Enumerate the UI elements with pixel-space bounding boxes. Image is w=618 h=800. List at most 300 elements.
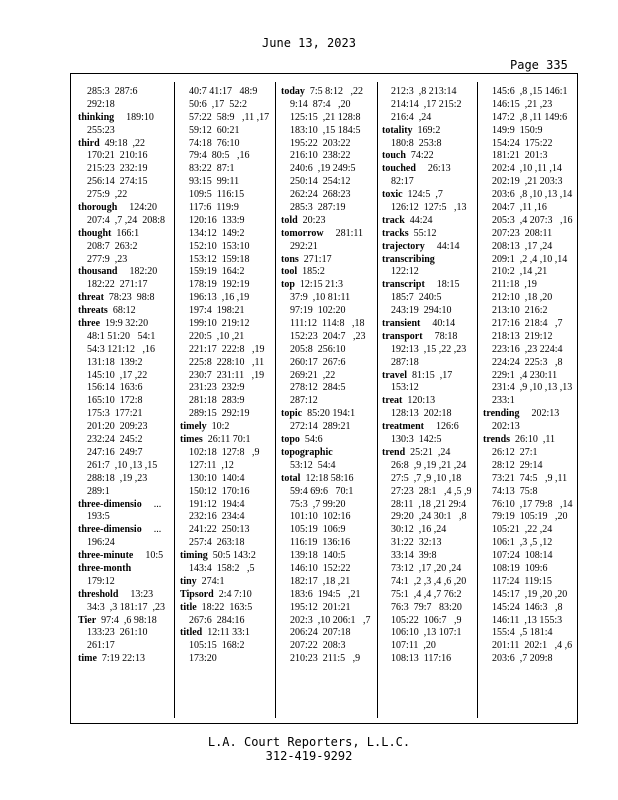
index-continuation [483, 318, 576, 331]
index-references: 216:4 ,24 [391, 111, 432, 123]
index-continuation [483, 537, 576, 550]
index-references: 44:24 [409, 214, 433, 226]
index-references: 201:11 202:1 ,4 ,6 [492, 640, 573, 652]
index-continuation [78, 447, 172, 460]
index-continuation [78, 537, 172, 550]
index-references: 155:4 ,5 181:4 [492, 627, 553, 639]
index-references: 108:19 109:6 [492, 562, 548, 574]
index-entry [281, 266, 375, 279]
index-continuation [382, 550, 475, 563]
index-continuation [78, 241, 172, 254]
index-references: 185:2 [302, 266, 325, 278]
index-references: 211:18 ,19 [492, 279, 537, 291]
index-continuation [483, 524, 576, 537]
index-continuation [78, 357, 172, 370]
index-references: 215:23 232:19 [87, 163, 148, 175]
index-continuation [78, 627, 172, 640]
index-continuation [180, 99, 273, 112]
index-continuation [281, 189, 375, 202]
index-references: 229:1 ,4 230:11 [492, 369, 558, 381]
index-continuation [483, 228, 576, 241]
index-continuation [483, 86, 576, 99]
index-term: threats [78, 305, 108, 317]
index-continuation [382, 615, 475, 628]
index-references: 26:11 70:1 [207, 434, 251, 446]
index-references: 195:22 203:22 [290, 137, 351, 149]
index-term: trends [483, 434, 511, 446]
index-references: 73:21 74:5 ,9 ,11 [492, 472, 568, 484]
index-references: 54:6 [304, 434, 323, 446]
index-continuation [180, 266, 273, 279]
index-continuation [78, 254, 172, 267]
index-references: 105:21 ,22 ,24 [492, 524, 553, 536]
index-references: 74:22 [410, 150, 434, 162]
index-references: 182:17 ,18 ,21 [290, 575, 351, 587]
index-term: transient [382, 318, 421, 330]
index-continuation [483, 305, 576, 318]
index-references: 181:21 201:3 [492, 150, 548, 162]
index-entry [180, 602, 273, 615]
index-term: threat [78, 292, 104, 304]
index-entry [180, 627, 273, 640]
index-continuation [281, 163, 375, 176]
index-references: 152:10 153:10 [189, 240, 250, 252]
index-continuation [281, 615, 375, 628]
index-continuation [180, 537, 273, 550]
index-references: 33:14 39:8 [391, 550, 437, 562]
index-references: 105:19 106:9 [290, 524, 346, 536]
index-references: 76:3 79:7 83:20 [391, 601, 462, 613]
index-continuation [483, 241, 576, 254]
index-references: 216:10 238:22 [290, 150, 351, 162]
index-entry [382, 163, 475, 176]
index-references: 12:15 21:3 [299, 279, 343, 291]
index-references: 79:19 105:19 ,20 [492, 511, 568, 523]
index-continuation [281, 241, 375, 254]
index-continuation [281, 499, 375, 512]
index-continuation [483, 279, 576, 292]
index-continuation [382, 576, 475, 589]
transcript-date: June 13, 2023 [262, 36, 356, 50]
index-entry [382, 189, 475, 202]
index-references: 197:4 198:21 [189, 305, 245, 317]
index-continuation [78, 576, 172, 589]
index-references: 221:17 222:8 ,19 [189, 343, 265, 355]
index-references: 232:24 245:2 [87, 434, 143, 446]
index-term: treatment [382, 421, 425, 433]
index-references: 182:22 271:17 [87, 279, 148, 291]
index-entry [281, 228, 375, 241]
court-reporter-name: L.A. Court Reporters, L.L.C. [207, 735, 411, 749]
index-continuation [382, 589, 475, 602]
index-references: 170:21 210:16 [87, 150, 148, 162]
index-references: 271:17 [303, 253, 332, 265]
index-continuation [382, 292, 475, 305]
index-references: 243:19 294:10 [391, 305, 452, 317]
index-continuation [382, 266, 475, 279]
index-references: 105:22 106:7 ,9 [391, 614, 462, 626]
index-continuation [483, 292, 576, 305]
index-references: 288:18 ,19 ,23 [87, 472, 148, 484]
index-continuation [78, 408, 172, 421]
index-references: 205:8 256:10 [290, 343, 346, 355]
index-term: threshold [78, 588, 119, 600]
index-continuation [180, 279, 273, 292]
index-term: tons [281, 253, 299, 265]
index-term: transcript [382, 279, 425, 291]
index-entry [281, 279, 375, 292]
index-entry [78, 202, 172, 215]
index-continuation [483, 112, 576, 125]
index-continuation [483, 615, 576, 628]
index-continuation [382, 653, 475, 666]
index-continuation [281, 202, 375, 215]
index-term: thousand [78, 266, 118, 278]
index-term: touched [382, 163, 416, 175]
page-number: Page 335 [510, 58, 568, 72]
index-entry [78, 138, 172, 151]
index-references: 255:23 [87, 124, 115, 136]
index-continuation [281, 421, 375, 434]
index-references: 146:10 152:22 [290, 562, 351, 574]
index-continuation [180, 163, 273, 176]
index-references: 130:10 140:4 [189, 472, 245, 484]
index-references: 26:13 [427, 163, 451, 175]
index-entry [281, 447, 375, 460]
index-continuation [180, 112, 273, 125]
index-references: 202:3 ,10 206:1 ,7 [290, 614, 371, 626]
index-references: 108:13 117:16 [391, 653, 452, 665]
index-continuation [281, 563, 375, 576]
index-references: 209:1 ,2 ,4 ,10 ,14 [492, 253, 568, 265]
index-references: 262:24 268:23 [290, 189, 351, 201]
index-references: 232:16 234:4 [189, 511, 245, 523]
index-references: 133:23 261:10 [87, 627, 148, 639]
index-references: 213:10 216:2 [492, 305, 548, 317]
index-references: 208:7 263:2 [87, 240, 138, 252]
index-continuation [382, 602, 475, 615]
index-continuation [483, 125, 576, 138]
index-term: told [281, 214, 298, 226]
index-continuation [180, 460, 273, 473]
index-references: 31:22 32:13 [391, 537, 442, 549]
index-continuation [180, 499, 273, 512]
index-references: 102:18 127:8 ,9 [189, 446, 260, 458]
index-continuation [382, 176, 475, 189]
index-references: 10:2 [211, 421, 230, 433]
index-references: 50:6 ,17 52:2 [189, 98, 248, 110]
index-continuation [180, 305, 273, 318]
index-references: 146:15 ,21 ,23 [492, 98, 553, 110]
index-references: 78:23 98:8 [108, 292, 155, 304]
index-continuation [180, 344, 273, 357]
index-term: titled [180, 627, 203, 639]
index-continuation [281, 125, 375, 138]
index-references: 145:6 ,8 ,15 146:1 [492, 86, 568, 97]
index-continuation [180, 395, 273, 408]
index-continuation [281, 318, 375, 331]
index-references: 182:20 [129, 266, 158, 278]
index-references: 289:1 [87, 485, 110, 497]
index-references: 153:12 [391, 382, 419, 394]
index-continuation [78, 370, 172, 383]
index-continuation [483, 150, 576, 163]
index-references: 146:11 ,13 155:3 [492, 614, 563, 626]
index-entry [78, 589, 172, 602]
index-entry [281, 215, 375, 228]
index-references: 214:14 ,17 215:2 [391, 98, 462, 110]
index-continuation [78, 382, 172, 395]
index-references: 210:2 ,14 ,21 [492, 266, 548, 278]
index-references: 134:12 149:2 [189, 227, 245, 239]
index-continuation [483, 163, 576, 176]
index-references: 203:6 ,7 209:8 [492, 653, 553, 665]
index-continuation [382, 99, 475, 112]
index-continuation [281, 331, 375, 344]
index-references: 27:5 ,7 ,9 ,10 ,18 [391, 472, 462, 484]
court-reporter-phone: 312-419-9292 [265, 749, 353, 763]
index-continuation [180, 357, 273, 370]
index-continuation [281, 176, 375, 189]
index-references: 267:6 284:16 [189, 614, 245, 626]
index-references: 73:12 ,17 ,20 ,24 [391, 562, 462, 574]
index-entry [382, 331, 475, 344]
index-continuation [281, 112, 375, 125]
index-references: 117:24 119:15 [492, 575, 552, 587]
index-references: 261:17 [87, 640, 115, 652]
index-references: 93:15 99:11 [189, 176, 240, 188]
index-entry [382, 241, 475, 254]
index-continuation [281, 550, 375, 563]
index-references: 180:8 253:8 [391, 137, 442, 149]
index-entry [78, 653, 172, 666]
index-term: top [281, 279, 295, 291]
index-continuation [483, 486, 576, 499]
index-references: 75:1 ,4 ,4 ,7 76:2 [391, 588, 462, 600]
index-references: 203:6 ,8 ,10 ,13 ,14 [492, 189, 573, 201]
index-term: third [78, 137, 100, 149]
index-continuation [483, 138, 576, 151]
index-term: times [180, 434, 203, 446]
index-continuation [483, 627, 576, 640]
index-references: 19:9 32:20 [105, 318, 149, 330]
index-entry [78, 563, 172, 576]
index-references: 150:12 170:16 [189, 485, 250, 497]
index-continuation [281, 576, 375, 589]
index-references: 199:10 219:12 [189, 318, 250, 330]
index-continuation [483, 215, 576, 228]
index-continuation [281, 653, 375, 666]
index-continuation [78, 602, 172, 615]
column-divider [174, 82, 175, 718]
index-continuation [483, 99, 576, 112]
index-references: 111:12 114:8 ,18 [290, 318, 365, 330]
index-references: 256:14 274:15 [87, 176, 148, 188]
index-references: 247:16 249:7 [87, 446, 143, 458]
index-references: 25:21 ,24 [410, 446, 451, 458]
index-continuation [382, 112, 475, 125]
index-continuation [78, 331, 172, 344]
index-term: timing [180, 550, 208, 562]
index-continuation [78, 189, 172, 202]
index-entry [78, 615, 172, 628]
index-references: 189:10 [126, 111, 154, 123]
index-entry [180, 550, 273, 563]
index-references: 101:10 102:16 [290, 511, 351, 523]
index-column-3 [281, 86, 375, 716]
index-entry [382, 318, 475, 331]
index-term: Tier [78, 614, 97, 626]
index-term: today [281, 86, 305, 97]
index-references: 34:3 ,3 181:17 ,23 [87, 601, 166, 613]
index-references: 231:23 232:9 [189, 382, 245, 394]
index-continuation [180, 653, 273, 666]
index-term: topic [281, 408, 303, 420]
index-references: 37:9 ,10 81:11 [290, 292, 351, 304]
index-continuation [78, 150, 172, 163]
index-continuation [180, 563, 273, 576]
index-references: 210:23 211:5 ,9 [290, 653, 361, 665]
index-entry [78, 292, 172, 305]
index-continuation [382, 460, 475, 473]
index-continuation [281, 99, 375, 112]
index-references: 26:10 ,11 [515, 434, 555, 446]
index-continuation [78, 486, 172, 499]
index-references: 192:13 ,15 ,22 ,23 [391, 343, 467, 355]
index-continuation [483, 395, 576, 408]
index-entry [78, 550, 172, 563]
index-entry [180, 421, 273, 434]
index-references: 145:24 146:3 ,8 [492, 601, 563, 613]
index-references: 191:12 194:4 [189, 498, 245, 510]
index-references: 44:14 [436, 240, 460, 252]
index-entry [180, 576, 273, 589]
index-continuation [382, 86, 475, 99]
index-continuation [483, 460, 576, 473]
index-continuation [78, 421, 172, 434]
index-continuation [483, 640, 576, 653]
index-references: 53:12 54:4 [290, 459, 336, 471]
index-references: 126:6 [436, 421, 459, 433]
index-continuation [483, 176, 576, 189]
index-continuation [281, 589, 375, 602]
index-references: 13:23 [130, 588, 154, 600]
index-continuation [281, 511, 375, 524]
index-continuation [180, 473, 273, 486]
index-continuation [281, 395, 375, 408]
index-references: 97:19 102:20 [290, 305, 346, 317]
index-references: 7:19 22:13 [101, 653, 145, 665]
index-references: 281:11 [335, 227, 363, 239]
index-references: 55:12 [413, 227, 437, 239]
column-divider [377, 82, 378, 718]
index-references: 105:15 168:2 [189, 640, 245, 652]
index-continuation [78, 99, 172, 112]
index-references: 147:2 ,8 ,11 149:6 [492, 111, 568, 123]
index-entry [78, 524, 172, 537]
index-continuation [78, 473, 172, 486]
index-entry [382, 228, 475, 241]
index-references: 233:1 [492, 395, 515, 407]
index-references: 250:14 254:12 [290, 176, 351, 188]
index-continuation [180, 486, 273, 499]
index-continuation [483, 589, 576, 602]
index-references: 257:4 263:18 [189, 537, 245, 549]
index-continuation [382, 486, 475, 499]
index-column-1 [78, 86, 172, 716]
index-references: 12:18 58:16 [305, 472, 354, 484]
index-references: 125:15 ,21 128:8 [290, 111, 361, 123]
index-references: 207:23 208:11 [492, 227, 553, 239]
index-continuation [180, 318, 273, 331]
index-continuation [483, 602, 576, 615]
index-references: 202:13 [492, 421, 520, 433]
index-continuation [483, 511, 576, 524]
index-references: 178:19 192:19 [189, 279, 250, 291]
index-references: 202:4 ,10 ,11 ,14 [492, 163, 562, 175]
index-continuation [483, 202, 576, 215]
index-references: 26:8 ,9 ,19 ,21 ,24 [391, 459, 467, 471]
index-references: 183:10 ,15 184:5 [290, 124, 361, 136]
index-references: 75:3 ,7 99:20 [290, 498, 346, 510]
index-references: 175:3 177:21 [87, 408, 143, 420]
index-references: 277:9 ,23 [87, 253, 128, 265]
index-references: 285:3 287:19 [290, 202, 346, 214]
index-continuation [483, 331, 576, 344]
index-references: 81:15 ,17 [412, 369, 453, 381]
index-references: 49:18 ,22 [104, 137, 145, 149]
index-continuation [382, 138, 475, 151]
index-references: 204:7 ,11 ,16 [492, 202, 547, 214]
index-term: three-month [78, 562, 132, 574]
index-references: 143:4 158:2 ,5 [189, 562, 255, 574]
index-references: 285:3 287:6 [87, 86, 138, 97]
index-references: 281:18 283:9 [189, 395, 245, 407]
index-references: 128:13 202:18 [391, 408, 452, 420]
index-references: 208:13 ,17 ,24 [492, 240, 553, 252]
index-references: 120:16 133:9 [189, 214, 245, 226]
index-continuation [483, 653, 576, 666]
index-references: 126:12 127:5 ,13 [391, 202, 467, 214]
index-entry [382, 395, 475, 408]
index-term: three-dimensio [78, 498, 142, 510]
index-term: tracks [382, 227, 409, 239]
index-continuation [382, 357, 475, 370]
index-references: 74:18 76:10 [189, 137, 240, 149]
index-references: 9:14 87:4 ,20 [290, 98, 351, 110]
index-term: trending [483, 408, 520, 420]
index-continuation [281, 382, 375, 395]
index-continuation [180, 382, 273, 395]
index-references: 131:18 139:2 [87, 356, 143, 368]
index-continuation [78, 640, 172, 653]
index-references: 195:12 201:21 [290, 601, 351, 613]
index-references: 275:9 ,22 [87, 189, 128, 201]
index-references: 122:12 [391, 266, 419, 278]
index-continuation [180, 640, 273, 653]
index-references: 120:13 [407, 395, 436, 407]
index-continuation [78, 460, 172, 473]
index-continuation [78, 215, 172, 228]
index-term: total [281, 472, 301, 484]
index-references: 260:17 267:6 [290, 356, 346, 368]
index-continuation [483, 344, 576, 357]
index-entry [78, 318, 172, 331]
index-references: 261:7 ,10 ,13 ,15 [87, 459, 158, 471]
index-continuation [180, 215, 273, 228]
index-term: track [382, 214, 405, 226]
index-continuation [382, 511, 475, 524]
